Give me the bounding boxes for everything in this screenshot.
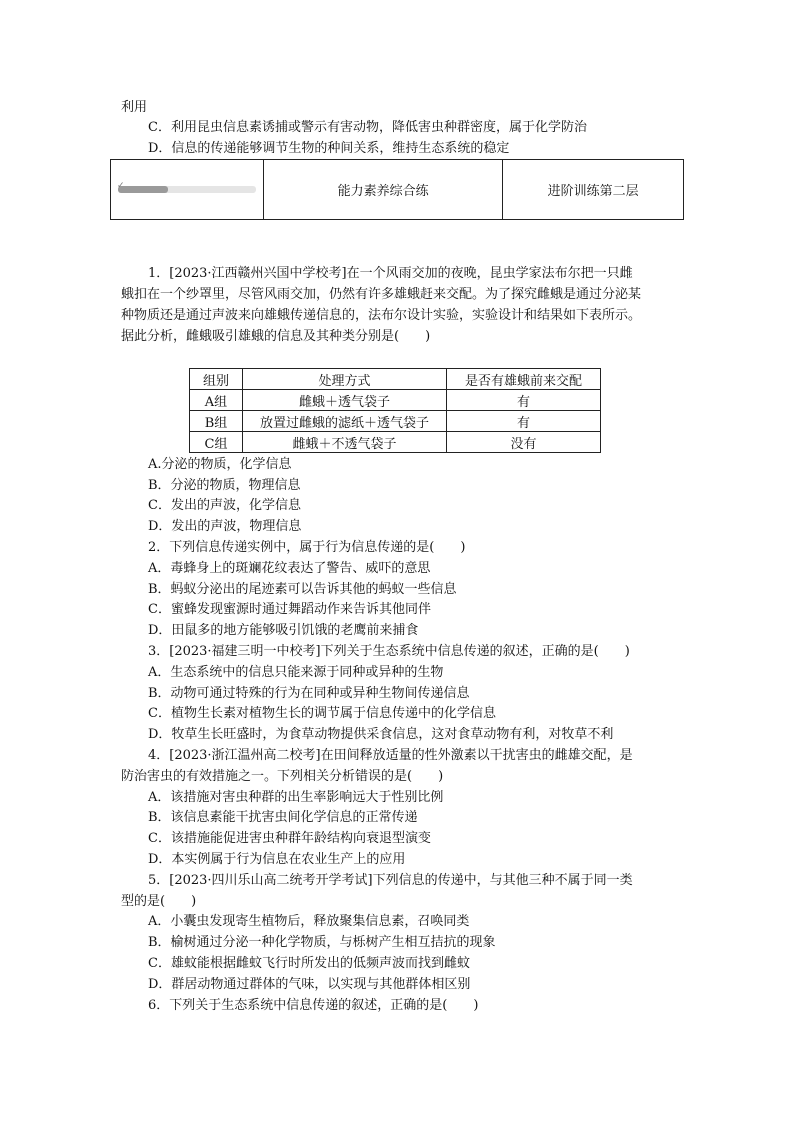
- q5-option-d: D．群居动物通过群体的气味，以实现与其他群体相区别: [148, 977, 471, 992]
- table-cell: C组: [190, 432, 243, 453]
- check-icon: ✓: [116, 181, 125, 191]
- q1-stem: 据此分析，雌蛾吸引雄蛾的信息及其种类分别是( ): [121, 329, 431, 344]
- table-cell: 没有: [447, 432, 601, 453]
- q5-stem: 型的是( ): [121, 894, 197, 909]
- table-cell: 有: [447, 411, 601, 432]
- q5-option-c: C．雄蚊能根据雌蚊飞行时所发出的低频声波而找到雌蚊: [148, 956, 470, 971]
- q3-option-d: D．牧草生长旺盛时，为食草动物提供采食信息，这对食草动物有利，对牧草不利: [148, 727, 614, 742]
- q3-option-c: C．植物生长素对植物生长的调节属于信息传递中的化学信息: [148, 706, 496, 721]
- text-line: 利用: [121, 100, 148, 115]
- q4-option-a: A．该措施对害虫种群的出生率影响远大于性别比例: [148, 790, 444, 805]
- q4-stem: 防治害虫的有效措施之一。下列相关分析错误的是( ): [121, 769, 444, 784]
- table-cell: 有: [447, 390, 601, 411]
- table-cell: 放置过雌蛾的滤纸＋透气袋子: [243, 411, 447, 432]
- q2-option-c: C．蜜蜂发现蜜源时通过舞蹈动作来告诉其他同伴: [148, 602, 431, 617]
- progress-cell: [111, 160, 264, 219]
- q3-option-a: A．生态系统中的信息只能来源于同种或异种的生物: [148, 665, 444, 680]
- table-row: [190, 432, 601, 453]
- progress-bar: [116, 181, 256, 193]
- experiment-table: [189, 368, 601, 453]
- q4-option-d: D．本实例属于行为信息在农业生产上的应用: [148, 852, 406, 867]
- q2-option-b: B．蚂蚁分泌出的尾迹素可以告诉其他的蚂蚁一些信息: [148, 582, 457, 597]
- table-cell: 雌蛾＋不透气袋子: [243, 432, 447, 453]
- q2-stem: 2．下列信息传递实例中，属于行为信息传递的是( ): [148, 540, 466, 555]
- q1-option-b: B．分泌的物质，物理信息: [148, 478, 301, 493]
- q3-option-b: B．动物可通过特殊的行为在同种或异种生物间传递信息: [148, 686, 470, 701]
- q4-option-c: C．该措施能促进害虫种群年龄结构向衰退型演变: [148, 831, 431, 846]
- table-header: 是否有雄蛾前来交配: [447, 369, 601, 390]
- q1-option-c: C．发出的声波，化学信息: [148, 498, 301, 513]
- q5-stem: 5．[2023·四川乐山高二统考开学考试]下列信息的传递中，与其他三种不属于同一类: [148, 873, 633, 888]
- q5-option-a: A．小囊虫发现寄生植物后，释放聚集信息素，召唤同类: [148, 914, 470, 929]
- q2-option-a: A．毒蜂身上的斑斓花纹表达了警告、威吓的意思: [148, 561, 431, 576]
- q1-stem: 种物质还是通过声波来向雄蛾传递信息的，法布尔设计实验，实验设计和结果如下表所示。: [121, 308, 642, 323]
- table-cell: B组: [190, 411, 243, 432]
- table-cell: 雌蛾＋透气袋子: [243, 390, 447, 411]
- q6-stem: 6．下列关于生态系统中信息传递的叙述，正确的是( ): [148, 998, 479, 1013]
- q4-option-b: B．该信息素能干扰害虫间化学信息的正常传递: [148, 810, 418, 825]
- table-header-row: [190, 369, 601, 390]
- option-d: D．信息的传递能够调节生物的种间关系，维持生态系统的稳定: [148, 141, 510, 156]
- section-banner: [110, 159, 684, 220]
- table-header: 处理方式: [243, 369, 447, 390]
- q1-option-a: A.分泌的物质，化学信息: [148, 457, 292, 472]
- q1-stem: 1．[2023·江西赣州兴国中学校考]在一个风雨交加的夜晚，昆虫学家法布尔把一只雌: [148, 266, 633, 281]
- table-cell: A组: [190, 390, 243, 411]
- section-title: 能力素养综合练: [264, 160, 503, 219]
- table-row: [190, 411, 601, 432]
- table-header: 组别: [190, 369, 243, 390]
- table-row: [190, 390, 601, 411]
- q2-option-d: D．田鼠多的地方能够吸引饥饿的老鹰前来捕食: [148, 623, 419, 638]
- q5-option-b: B．榆树通过分泌一种化学物质，与栎树产生相互拮抗的现象: [148, 935, 496, 950]
- q1-option-d: D．发出的声波，物理信息: [148, 519, 302, 534]
- option-c: C．利用昆虫信息素诱捕或警示有害动物，降低害虫种群密度，属于化学防治: [148, 120, 587, 135]
- q3-stem: 3．[2023·福建三明一中校考]下列关于生态系统中信息传递的叙述，正确的是( ): [148, 644, 630, 659]
- section-level: 进阶训练第二层: [547, 184, 639, 199]
- q1-stem: 蛾扣在一个纱罩里，尽管风雨交加，仍然有许多雄蛾赶来交配。为了探究雌蛾是通过分泌某: [121, 287, 642, 302]
- q4-stem: 4．[2023·浙江温州高二校考]在田间释放适量的性外激素以干扰害虫的雌雄交配，是: [148, 748, 633, 763]
- progress-bar-fill: [118, 186, 168, 193]
